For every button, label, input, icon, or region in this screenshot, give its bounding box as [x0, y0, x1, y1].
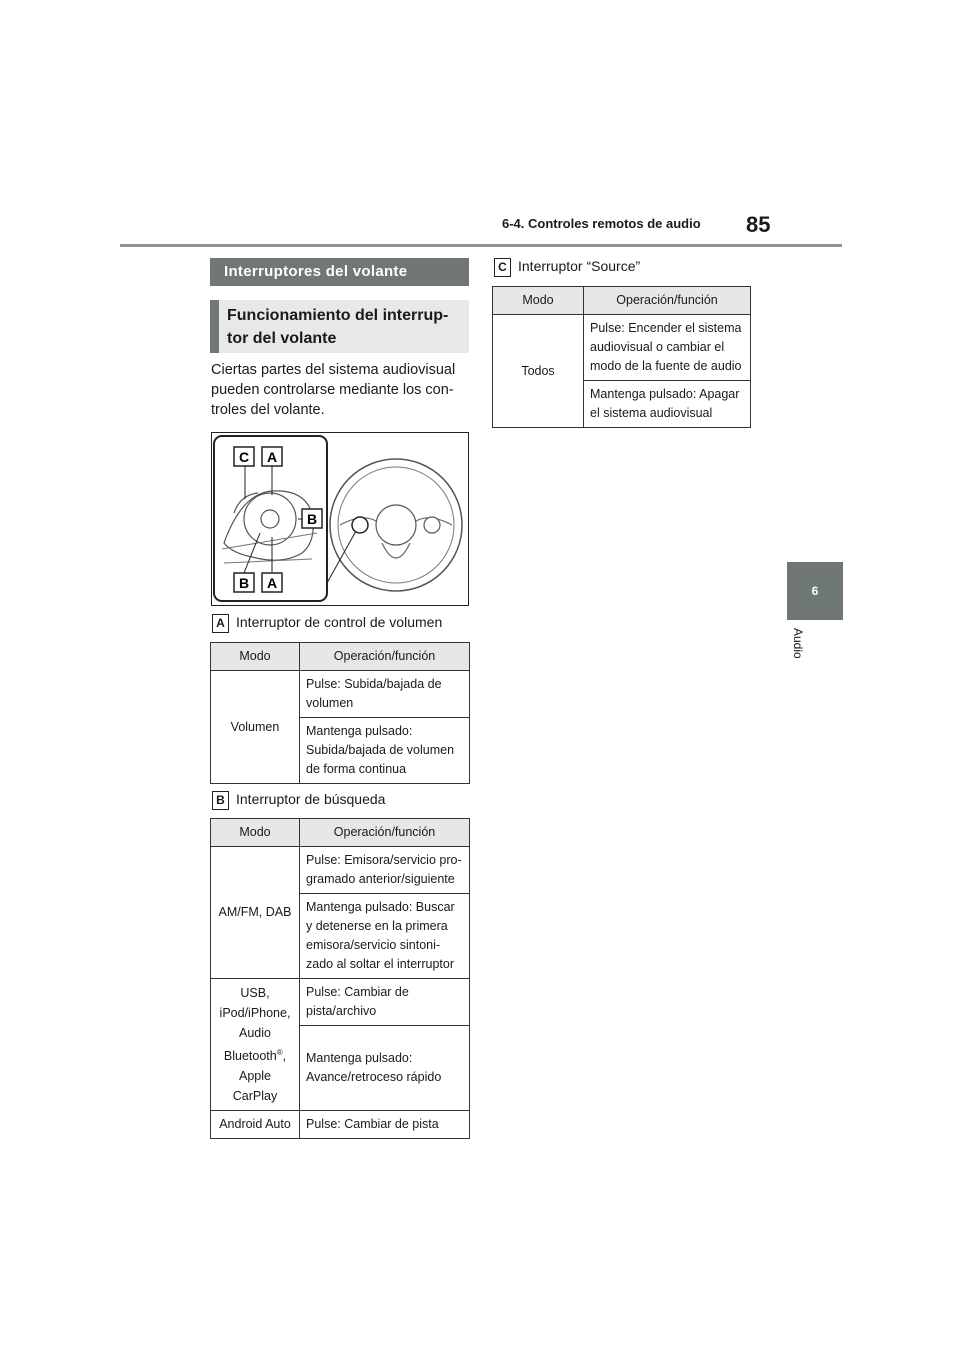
operation-cell: Mantenga pulsado: Subida/bajada de volumen de forma continua [300, 718, 470, 784]
callout-a-bottom: A [266, 575, 278, 591]
table-header-operation: Operación/función [300, 819, 470, 847]
operation-cell: Pulse: Emisora/servicio pro- gramado anterior/siguiente [300, 847, 470, 894]
steering-wheel-rim [330, 459, 462, 591]
steering-wheel-hub [376, 505, 416, 545]
table-header-mode: Modo [211, 819, 300, 847]
operation-cell: Mantenga pulsado: Avance/retroceso rápido [300, 1026, 470, 1111]
intro-paragraph [211, 360, 471, 420]
page-number: 85 [746, 212, 771, 237]
operation-cell: Pulse: Subida/bajada de volumen [300, 671, 470, 718]
mode-cell: Todos [493, 315, 584, 428]
item-b-title [212, 791, 385, 810]
mode-cell: Android Auto [211, 1111, 300, 1139]
source-switch-table [492, 286, 751, 428]
table-header-operation: Operación/función [300, 643, 470, 671]
operation-cell: Pulse: Cambiar de pista/archivo [300, 979, 470, 1026]
item-b-letter: B [212, 791, 229, 810]
item-a-title-text: Interruptor de control de volumen [236, 614, 443, 631]
subheading-line: Funcionamiento del interrup- [227, 307, 449, 324]
callout-c: C [238, 449, 250, 465]
operation-cell: Mantenga pulsado: Buscar y detenerse en la primera emisora/servicio sintoni- zado al soltar el interruptor [300, 894, 470, 979]
item-a-letter: A [212, 614, 229, 633]
switch-center-button [261, 510, 279, 528]
callout-b: B [306, 511, 318, 527]
spoke-line [222, 533, 317, 549]
steering-switch-illustration [211, 432, 469, 606]
item-c-title [494, 258, 640, 277]
table-header-operation: Operación/función [584, 287, 751, 315]
operation-cell: Pulse: Cambiar de pista [300, 1111, 470, 1139]
item-c-title-text: Interruptor “Source” [518, 258, 641, 275]
seek-switch-table [210, 818, 470, 1139]
chapter-tab: 6 [787, 562, 843, 620]
switch-panel-outline [224, 491, 313, 560]
item-b-title-text: Interruptor de búsqueda [236, 791, 386, 808]
header-section-title: 6-4. Controles remotos de audio [502, 216, 701, 231]
mode-cell: USB, iPod/iPhone, Audio Bluetooth®, Apple CarPlay [211, 979, 300, 1111]
leader-line-b-bottom [244, 533, 260, 573]
subheading-line: tor del volante [227, 330, 337, 347]
intro-line: Ciertas partes del sistema audiovisual [211, 362, 456, 378]
chapter-label: Audio [791, 628, 805, 659]
right-switch-marker [424, 517, 440, 533]
intro-line: pueden controlarse mediante los con- [211, 382, 454, 398]
header-divider [120, 244, 842, 247]
left-switch-marker [352, 517, 368, 533]
intro-line: troles del volante. [211, 402, 325, 418]
operation-cell: Pulse: Encender el sistema audiovisual o cambiar el modo de la fuente de audio [584, 315, 751, 381]
callout-a: A [266, 449, 278, 465]
mode-cell: Volumen [211, 671, 300, 784]
item-c-letter: C [494, 258, 511, 277]
table-header-mode: Modo [211, 643, 300, 671]
switch-ring [244, 493, 296, 545]
section-heading: Interruptores del volante [210, 258, 469, 286]
subsection-heading [210, 300, 469, 353]
mode-cell: AM/FM, DAB [211, 847, 300, 979]
volume-switch-table [210, 642, 470, 784]
table-header-mode: Modo [493, 287, 584, 315]
item-a-title [212, 614, 442, 633]
callout-b-bottom: B [238, 575, 250, 591]
operation-cell: Mantenga pulsado: Apagar el sistema audiovisual [584, 381, 751, 428]
